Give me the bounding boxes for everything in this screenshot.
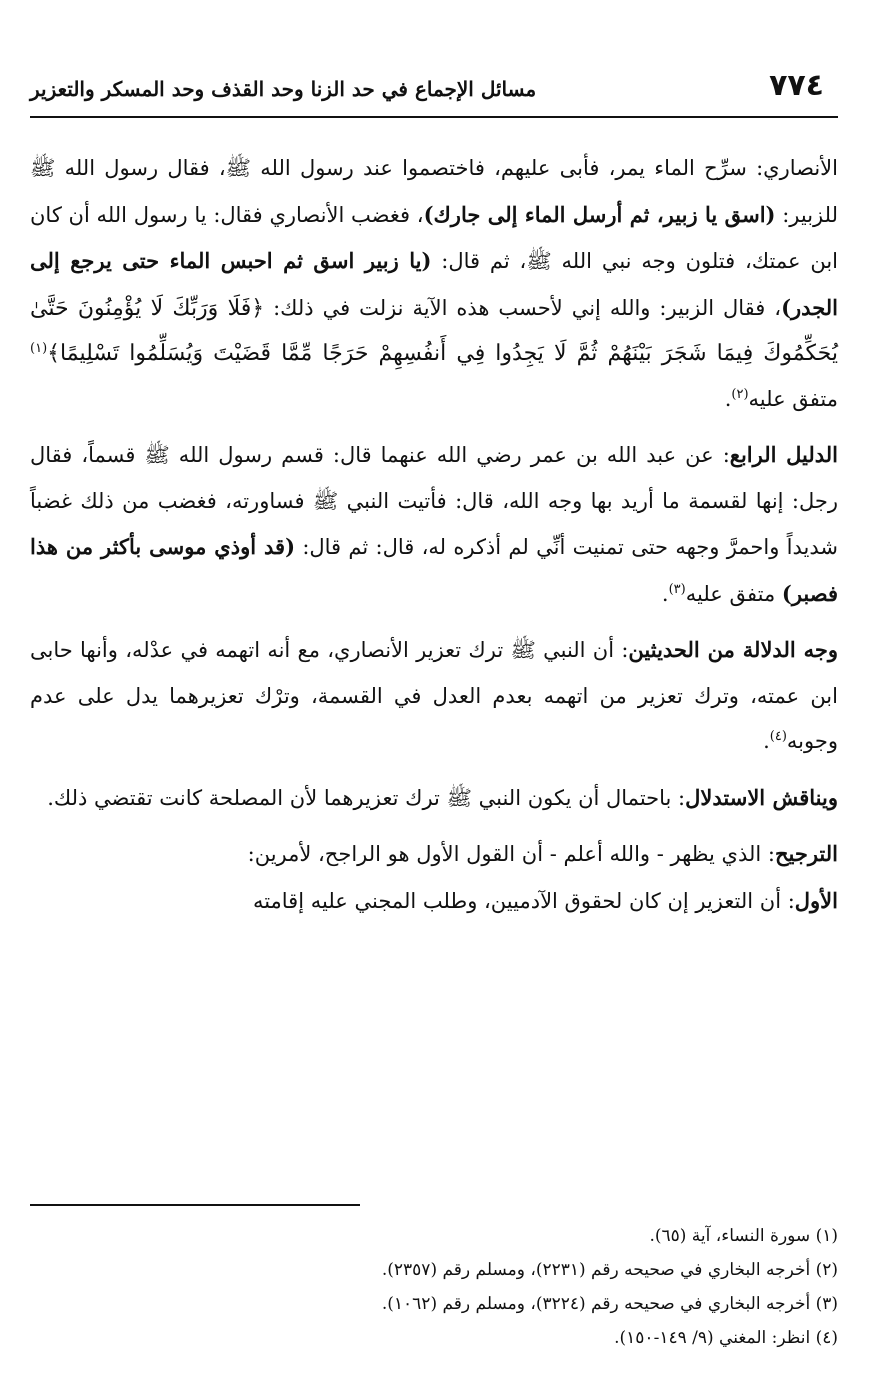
- paragraph-fourth-evidence: [30, 432, 838, 617]
- hadith-quote: (قد أوذي موسى بأكثر من هذا فصبر): [30, 534, 838, 606]
- footnote-separator: [30, 1204, 360, 1206]
- page-number: ٧٧٤: [769, 68, 824, 103]
- text-span: .: [763, 729, 770, 753]
- header-rule: [30, 116, 838, 118]
- text-span: .: [661, 581, 669, 606]
- section-label: ويناقش الاستدلال: [685, 784, 838, 810]
- footnote-1: (١) سورة النساء، آية (٦٥).: [649, 1226, 838, 1246]
- footnote-4: (٤) انظر: المغني (٩/ ١٤٩-١٥٠).: [614, 1328, 838, 1348]
- hadith-quote: (يا زبير اسق ثم احبس الماء حتى يرجع إلى الجدر): [30, 248, 838, 320]
- main-text: [30, 146, 838, 924]
- text-span: : الذي يظهر - والله أعلم - أن القول الأول هو الراجح، لأمرين:: [247, 842, 775, 866]
- paragraph-discussion: [30, 775, 838, 822]
- paragraph-preference: [30, 831, 838, 878]
- paragraph-evidence-aspect: [30, 627, 838, 765]
- text-span: متفق عليه: [748, 386, 838, 411]
- text-span: .: [724, 386, 732, 411]
- running-title: مسائل الإجماع في حد الزنا وحد القذف وحد المسكر والتعزير: [30, 77, 537, 101]
- footnote-ref-1[interactable]: (١): [30, 341, 48, 356]
- section-label: الأول: [794, 887, 838, 913]
- quran-verse: ﴿فَلَا وَرَبِّكَ لَا يُؤْمِنُونَ حَتَّىٰ يُحَكِّمُوكَ فِيمَا شَجَرَ بَيْنَهُمْ ثُمَّ لَا يَجِدُوا فِي أَنفُسِهِمْ حَرَجًا مِّمَّا قَضَيْتَ وَيُسَلِّمُوا تَسْلِيمًا﴾: [30, 295, 838, 366]
- text-span: ، فغضب الأنصاري فقال: يا رسول الله أن كان ابن عمتك، فتلون وجه نبي الله ﷺ، ثم قال:: [30, 202, 839, 273]
- text-span: : عن عبد الله بن عمر رضي الله عنهما قال: قسم رسول الله ﷺ قسماً، فقال رجل: إنها لقسمة ما أريد بها وجه الله، قال: فأتيت النبي ﷺ فساورته، فغضب من ذلك غضباً شديداً واحمرَّ وجهه حتى تمنيت أنِّي لم أذكره له، قال: ثم قال:: [30, 443, 839, 559]
- text-span: : أن التعزير إن كان لحقوق الآدميين، وطلب المجني عليه إقامته: [252, 888, 795, 913]
- paragraph-first-reason: [30, 878, 838, 925]
- text-span: متفق عليه: [685, 581, 782, 606]
- text-span: : باحتمال أن يكون النبي ﷺ ترك تعزيرهما لأن المصلحة كانت تقتضي ذلك.: [47, 785, 686, 810]
- book-page: [30, 56, 838, 1386]
- text-span: : أن النبي ﷺ ترك تعزير الأنصاري، مع أنه اتهمه في عدْله، وأنها حابى ابن عمته، وترك تعزير من اتهمه بعدم العدل في القسمة، وترْك تعزيرهما يدل على عدم وجوبه: [30, 638, 838, 753]
- section-label: الترجيح: [774, 841, 838, 866]
- footnotes: [30, 1219, 838, 1355]
- section-label: وجه الدلالة من الحديثين: [628, 637, 838, 662]
- text-span: الأنصاري: سرِّح الماء يمر، فأبى عليهم، فاختصموا عند رسول الله ﷺ، فقال رسول الله ﷺ للزبير:: [30, 156, 838, 227]
- footnote-ref-2[interactable]: (٢): [731, 386, 749, 402]
- footnote-2: (٢) أخرجه البخاري في صحيحه رقم (٢٢٣١)، ومسلم رقم (٢٣٥٧).: [381, 1260, 838, 1280]
- paragraph-hadith-zubair: [30, 146, 838, 422]
- footnote-3: (٣) أخرجه البخاري في صحيحه رقم (٣٢٢٤)، ومسلم رقم (١٠٦٢).: [381, 1294, 838, 1314]
- footnote-ref-4[interactable]: (٤): [769, 729, 787, 744]
- hadith-quote: (اسق يا زبير، ثم أرسل الماء إلى جارك): [423, 201, 776, 227]
- footnote-ref-3[interactable]: (٣): [668, 581, 686, 597]
- section-label: الدليل الرابع: [729, 442, 838, 467]
- page-header: [30, 56, 838, 116]
- text-span: ، فقال الزبير: والله إني لأحسب هذه الآية نزلت في ذلك:: [264, 295, 782, 320]
